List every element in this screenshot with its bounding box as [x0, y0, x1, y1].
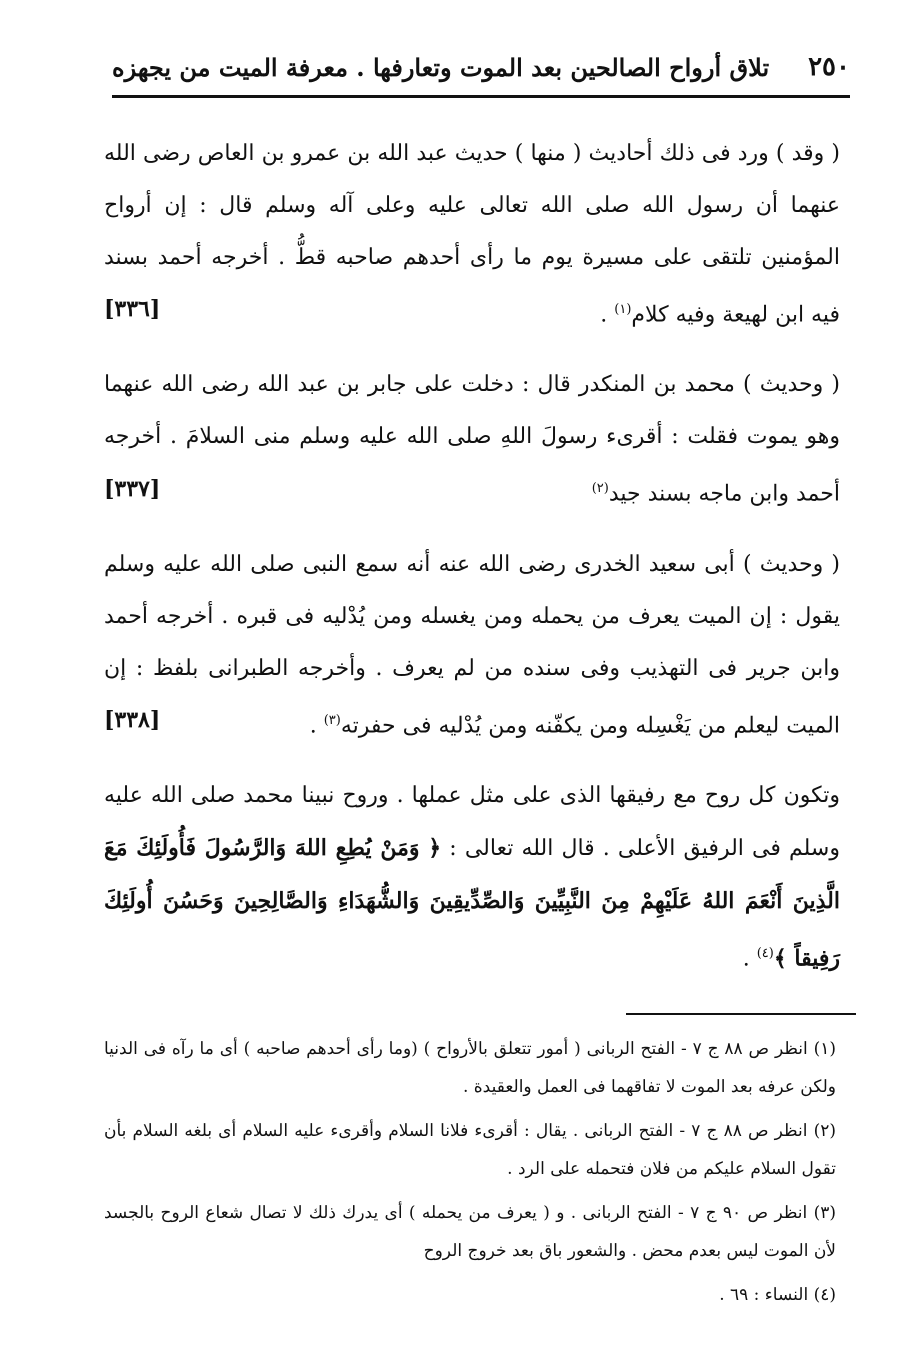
- footnote-2: (٢) انظر ص ٨٨ ج ٧ - الفتح الربانى . يقال : أقرىء فلانا السلام وأقرىء عليه السلام أى بلغه السلام بأن تقول السلام عليكم من فلان فتحمله على الرد .: [104, 1121, 836, 1179]
- paragraph-text: ( وحديث ) محمد بن المنكدر قال : دخلت على جابر بن عبد الله رضى الله عنهما وهو يموت فقلت : أقرىء رسولَ اللهِ صلى الله عليه وسلم منى السلامَ . أخرجه أحمد وابن ماجه بسند جيد: [104, 372, 840, 507]
- footnote-marker: (٢): [591, 481, 609, 497]
- paragraph-hadith-337: [104, 359, 840, 520]
- hadith-number: [٣٣٨]: [104, 706, 161, 733]
- footnote-4: (٤) النساء : ٦٩ .: [719, 1285, 836, 1305]
- paragraph-text: وتكون كل روح مع رفيقها الذى على مثل عملها . وروح نبينا محمد صلى الله عليه وسلم فى الرفيق الأعلى . قال الله تعالى :: [104, 782, 840, 861]
- paragraph-text: ( وحديث ) أبى سعيد الخدرى رضى الله عنه أنه سمع النبى صلى الله عليه وسلم يقول : إن الميت يعرف من يحمله ومن يغسله ومن يُدْليه فى قبره . أخرجه أحمد وابن جرير فى التهذيب وفى سنده من لم يعرف . وأخرجه الطبرانى بلفظ : إن الميت ليعلم من يَغْسِله ومن يكفّنه ومن يُدْليه فى حفرته: [104, 551, 840, 738]
- paragraph-text: ( وقد ) ورد فى ذلك أحاديث ( منها ) حديث عبد الله بن عمرو بن العاص رضى الله عنهما أن رسول الله صلى الله تعالى عليه وعلى آله وسلم قال : إن أرواح المؤمنين تلتقى على مسيرة يوم ما رأى أحدهم صاحبه قطُّ . أخرجه أحمد بسند فيه ابن لهيعة وفيه كلام: [104, 141, 840, 328]
- footnote-1: (١) انظر ص ٨٨ ج ٧ - الفتح الربانى ( أمور تتعلق بالأرواح ) (وما رأى أحدهم صاحبه ) أى ما رآه فى الدنيا ولكن عرفه بعد الموت لا تفاقهما فى العمل والعقيدة .: [104, 1039, 836, 1097]
- paragraph-hadith-338: [104, 539, 840, 752]
- paragraph-hadith-336: [104, 128, 840, 341]
- main-text: [104, 128, 840, 1003]
- footnote-marker: (٣): [323, 712, 341, 728]
- footnotes: [104, 1030, 836, 1320]
- page-number: ٢٥٠: [808, 52, 850, 82]
- running-title: تلاق أرواح الصالحين بعد الموت وتعارفها . معرفة الميت من يجهزه: [112, 52, 770, 82]
- footnote-marker: (٤): [756, 945, 774, 961]
- page-header: [112, 42, 850, 92]
- paragraph-end: .: [309, 712, 324, 738]
- paragraph-end: .: [600, 302, 615, 328]
- hadith-number: [٣٣٧]: [104, 475, 161, 502]
- footnote-separator: [626, 1013, 856, 1015]
- paragraph-closing: [104, 770, 840, 985]
- hadith-number: [٣٣٦]: [104, 296, 161, 323]
- paragraph-end: .: [742, 946, 757, 972]
- footnote-3: (٣) انظر ص ٩٠ ج ٧ - الفتح الربانى . و ( يعرف من يحمله ) أى يدرك ذلك لا تصال شعاع الروح بالجسد لأن الموت ليس بعدم محض . والشعور باق بعد خروج الروح: [104, 1203, 836, 1261]
- footnote-marker: (١): [614, 302, 632, 317]
- quran-verse: ﴿ وَمَنْ يُطِعِ اللهَ وَالرَّسُولَ فَأُولَئِكَ مَعَ الَّذِينَ أَنْعَمَ اللهُ عَلَيْهِمْ مِنَ النَّبِيِّينَ وَالصِّدِّيقِينَ وَالشُّهَدَاءِ وَالصَّالِحِينَ وَحَسُنَ أُولَئِكَ رَفِيقاً ﴾: [104, 834, 840, 972]
- header-rule: [112, 95, 850, 98]
